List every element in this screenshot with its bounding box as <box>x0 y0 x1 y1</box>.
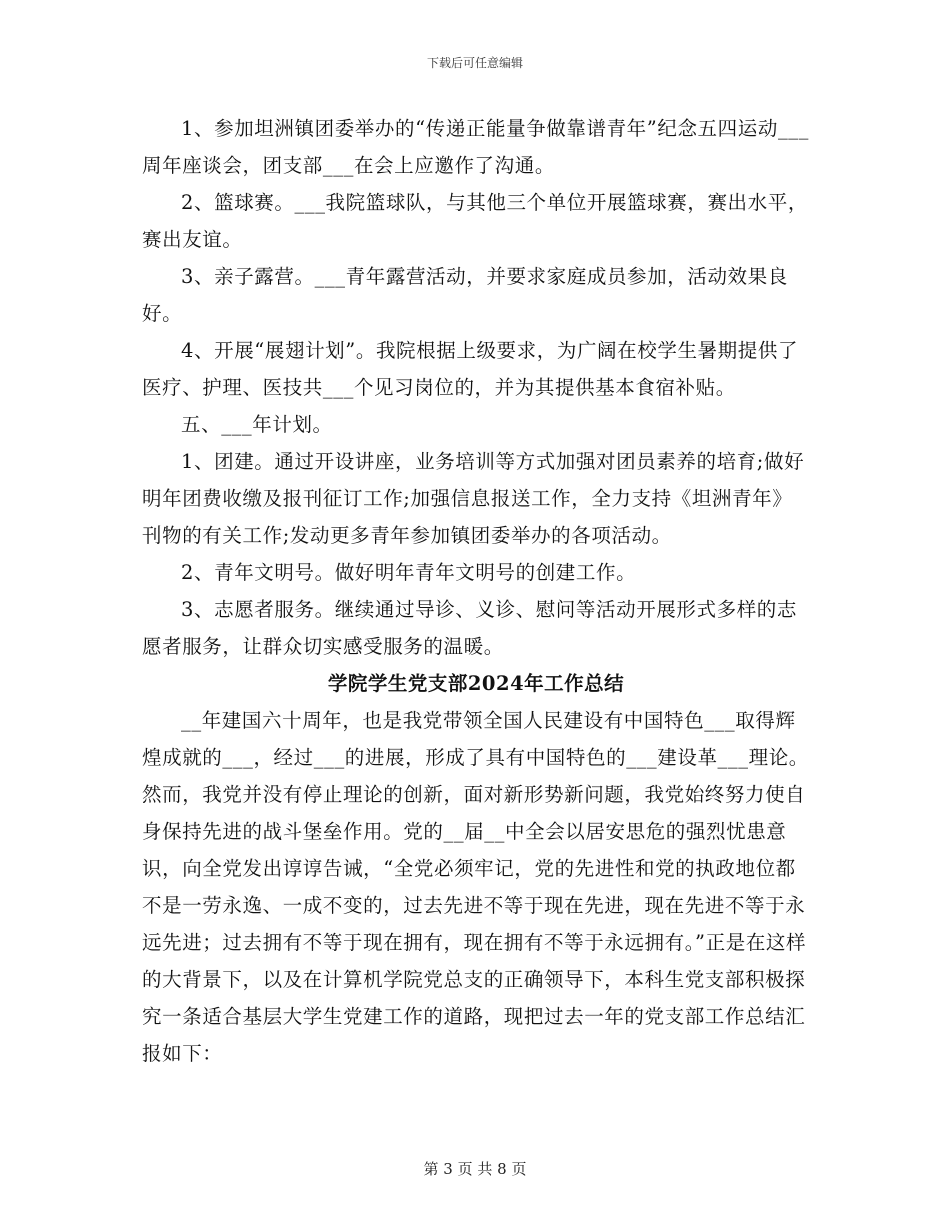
section-heading-plan: 五、___年计划。 <box>181 413 333 436</box>
paragraph-activity-1: 1、参加坦洲镇团委举办的“传递正能量争做靠谱青年”纪念五四运动___周年座谈会，团支部___在会上应邀作了沟通。 <box>142 117 809 177</box>
document-title: 学院学生党支部2024年工作总结 <box>327 672 625 695</box>
paragraph-activity-3: 3、亲子露营。___青年露营活动，并要求家庭成员参加，活动效果良好。 <box>142 265 788 325</box>
paragraph-plan-2: 2、青年文明号。做好明年青年文明号的创建工作。 <box>181 561 637 584</box>
header-note: 下载后可任意编辑 <box>426 56 523 70</box>
page-number: 第 3 页 共 8 页 <box>423 1160 527 1178</box>
paragraph-summary-intro: __年建国六十周年，也是我党带领全国人民建设有中国特色___取得辉煌成就的___，经过___的进展，形成了具有中国特色的___建设革___理论。然而，我党并没有停止理论的创新，面对新形势新问题，我党始终努力使自身保持先进的战斗堡垒作用。党的__届__中全会以居安思危的强烈忧患意识，向全党发出谆谆告诫，“全党必须牢记，党的先进性和党的执政地位都不是一劳永逸、一成不变的，过去先进不等于现在先进，现在先进不等于永远先进；过去拥有不等于现在拥有，现在拥有不等于永远拥有。”正是在这样的大背景下，以及在计算机学院党总支的正确领导下，本科生党支部积极探究一条适合基层大学生党建工作的道路，现把过去一年的党支部工作总结汇报如下： <box>142 709 809 1065</box>
document-body <box>142 110 810 1072</box>
paragraph-activity-2: 2、篮球赛。___我院篮球队，与其他三个单位开展篮球赛，赛出水平，赛出友谊。 <box>142 191 808 251</box>
paragraph-plan-1: 1、团建。通过开设讲座，业务培训等方式加强对团员素养的培育;做好明年团费收缴及报刊征订工作;加强信息报送工作，全力支持《坦洲青年》刊物的有关工作;发动更多青年参加镇团委举办的各项活动。 <box>142 450 805 547</box>
paragraph-activity-4: 4、开展“展翅计划”。我院根据上级要求，为广阔在校学生暑期提供了医疗、护理、医技共___个见习岗位的，并为其提供基本食宿补贴。 <box>142 339 799 399</box>
paragraph-plan-3: 3、志愿者服务。继续通过导诊、义诊、慰问等活动开展形式多样的志愿者服务，让群众切实感受服务的温暖。 <box>142 598 798 658</box>
